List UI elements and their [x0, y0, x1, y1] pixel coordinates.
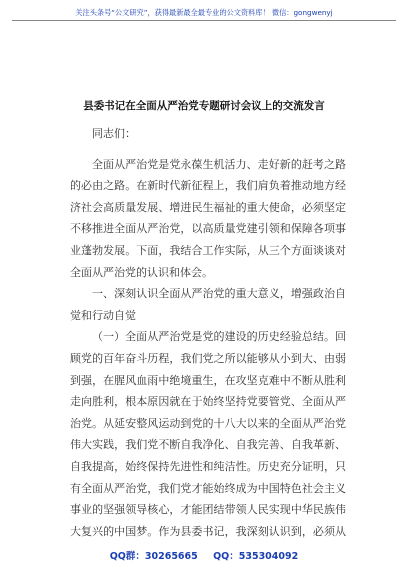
spacer — [70, 145, 346, 154]
body-line: 济社会高质量发展、增进民生福祉的重大使命，必须坚定 — [70, 200, 346, 214]
footer-qq: QQ：535304092 — [213, 551, 299, 562]
body-line: 到强，在腥风血雨中绝境重生，在攻坚克难中不断从胜利 — [70, 373, 346, 387]
header-divider — [12, 20, 396, 21]
body-line: 自我提高，始终保持先进性和纯洁性。历史充分证明，只 — [70, 459, 346, 473]
body-line: 全面从严治党的认识和体会。 — [70, 265, 213, 279]
body-line: 有全面从严治党，我们党才能始终成为中国特色社会主义 — [70, 481, 346, 495]
body-line: 不移推进全面从严治党，以高质量党建引领和保障各项事 — [70, 222, 346, 236]
section-heading: 一、深刻认识全面从严治党的重大意义，增强政治自 — [92, 287, 346, 301]
body-line: 伟大实践，我们党不断自我净化、自我完善、自我革新、 — [70, 438, 346, 452]
salutation: 同志们： — [92, 127, 136, 140]
header-promo: 关注头条号“公文研究”，获得最新最全最专业的公文资料库！ 微信：gongwenyj — [75, 8, 333, 17]
body-line: 大复兴的中国梦。作为县委书记，我深刻认识到，必须从 — [70, 524, 346, 538]
document-body — [70, 123, 346, 542]
body-line: 业蓬勃发展。下面，我结合工作实际，从三个方面谈谈对 — [70, 243, 346, 257]
body-line: 的必由之路。在新时代新征程上，我们肩负着推动地方经 — [70, 179, 346, 193]
body-line: 走向胜利，根本原因就在于始终坚持党要管党、全面从严 — [70, 395, 346, 409]
body-line: 顾党的百年奋斗历程，我们党之所以能够从小到大、由弱 — [70, 351, 346, 365]
body-line: （一）全面从严治党是党的建设的历史经验总结。回 — [92, 330, 346, 344]
footer-contact — [0, 548, 408, 562]
body-line: 全面从严治党是党永葆生机活力、走好新的赶考之路 — [92, 157, 346, 171]
body-line: 事业的坚强领导核心，才能团结带领人民实现中华民族伟 — [70, 503, 346, 517]
document-title: 县委书记在全面从严治党专题研讨会议上的交流发言 — [83, 100, 325, 112]
section-heading: 觉和行动自觉 — [70, 308, 136, 322]
body-line: 治党。从延安整风运动到党的十八大以来的全面从严治党 — [70, 416, 346, 430]
footer-qq-group: QQ群：30265665 — [109, 551, 198, 562]
